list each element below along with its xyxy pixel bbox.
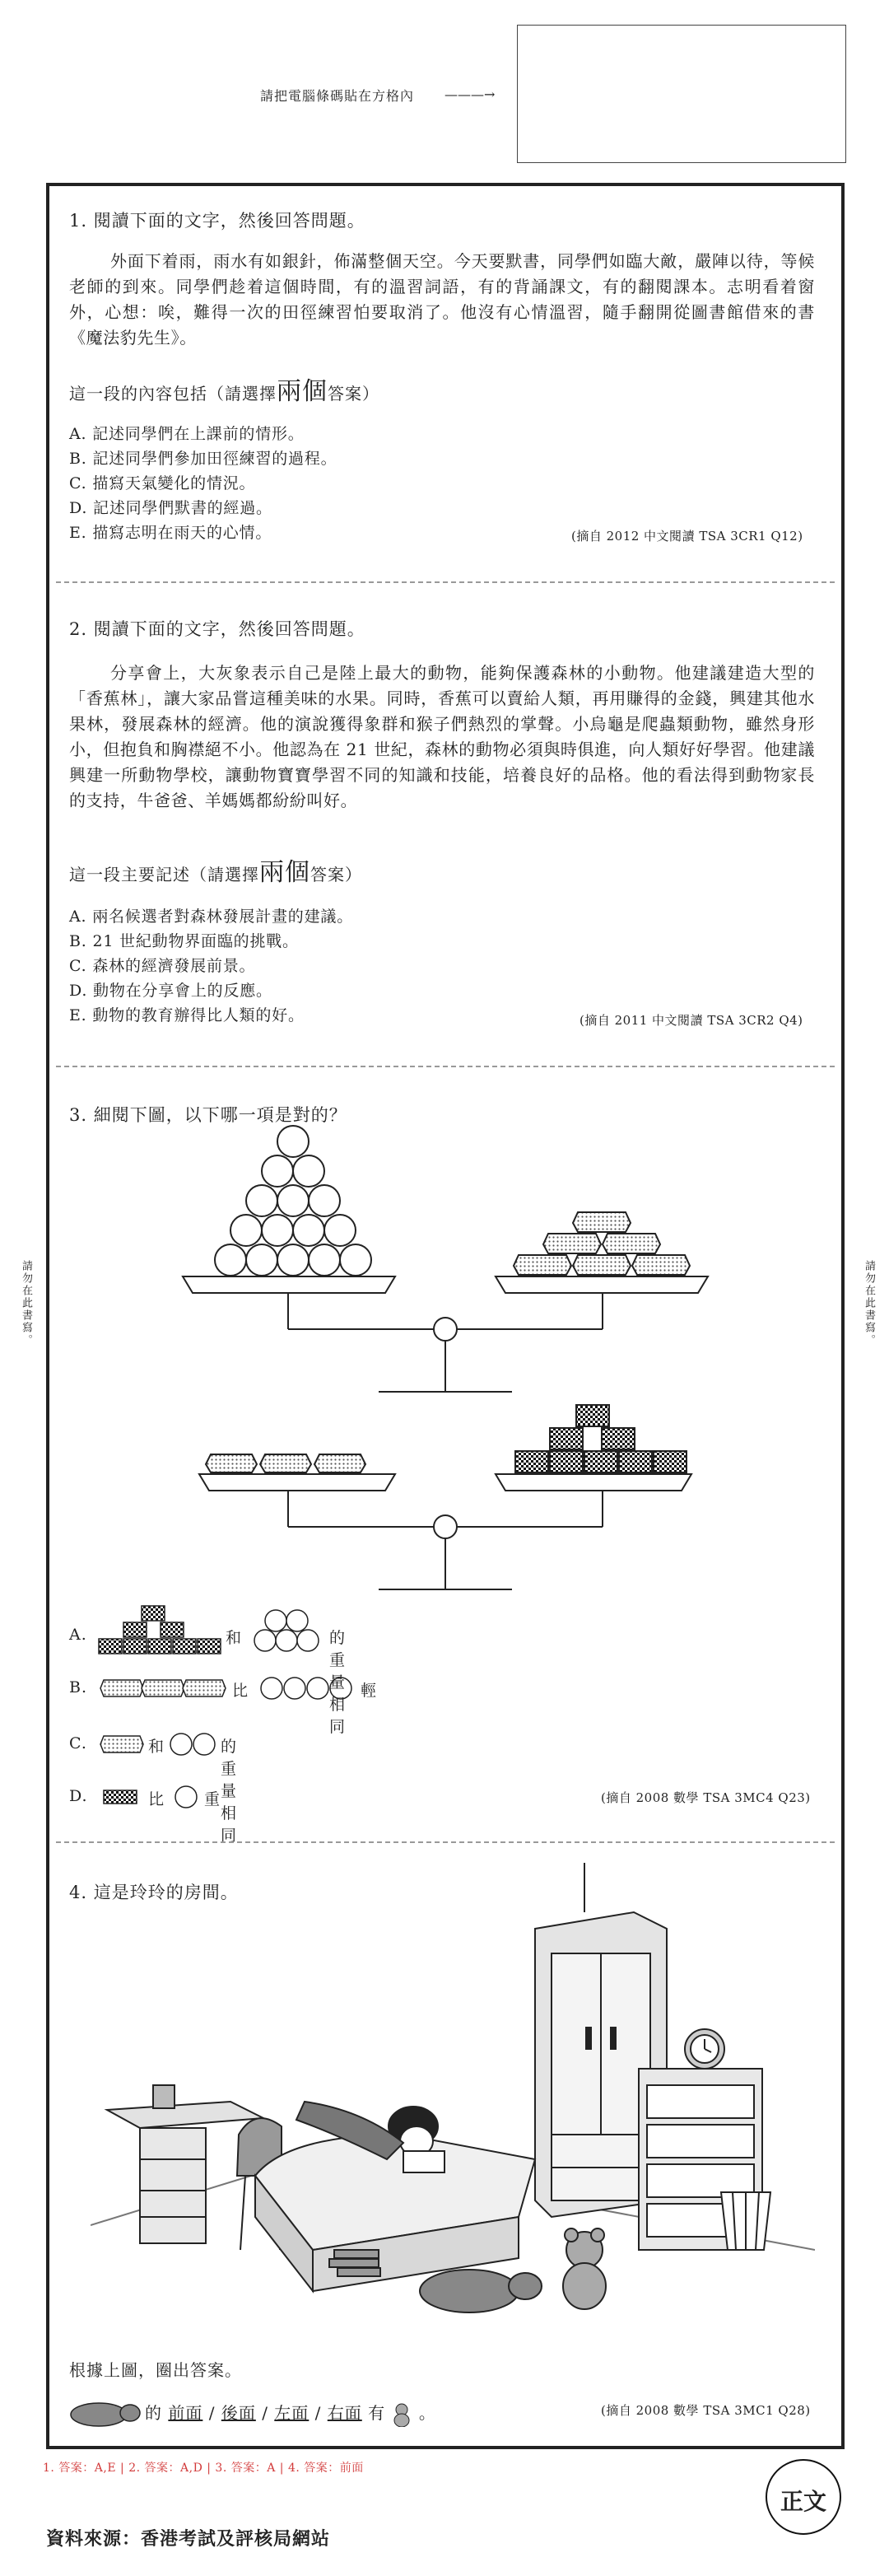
q3-option-b-label: B. <box>69 1678 88 1696</box>
q3-option-b[interactable] <box>69 1678 378 1700</box>
logo-text: 正文 <box>780 2488 826 2515</box>
q3-option-d-post: 重 <box>204 1790 221 1808</box>
side-note-right: 請勿在此書寫。 <box>863 1260 875 1346</box>
q3-option-a[interactable] <box>69 1626 347 1736</box>
divider-3 <box>56 1841 835 1843</box>
books-stack <box>329 2250 380 2276</box>
q2-title: 2. 閱讀下面的文字，然後回答問題。 <box>69 619 365 639</box>
q4-answer-end: 。 <box>418 2403 436 2423</box>
q2-choose-big: 兩個 <box>259 858 310 887</box>
q4-answer-line <box>145 2400 436 2427</box>
bed <box>255 2135 535 2291</box>
q3-option-d-label: D. <box>69 1787 88 1805</box>
q1-title: 1. 閱讀下面的文字，然後回答問題。 <box>69 211 365 231</box>
option-b-icons <box>100 1678 351 1699</box>
q3-option-c[interactable] <box>69 1734 238 1845</box>
q4-title: 4. 這是玲玲的房間。 <box>69 1883 239 1902</box>
barcode-instruction: 請把電腦條碼貼在方格內 <box>260 88 415 104</box>
q1-choose-post: 答案） <box>328 384 379 404</box>
q2-option-b[interactable]: B. 21 世紀動物界面臨的挑戰。 <box>69 932 299 950</box>
q1-option-d[interactable]: D. 記述同學們默書的經過。 <box>69 499 272 517</box>
wastebasket <box>721 2192 770 2250</box>
q1-option-b[interactable]: B. 記述同學們參加田徑練習的過程。 <box>69 450 337 468</box>
q2-option-a[interactable]: A. 兩名候選者對森林發展計畫的建議。 <box>69 908 354 926</box>
q2-source: (摘自 2011 中文閱讀 TSA 3CR2 Q4) <box>579 1013 803 1028</box>
q4-instruction: 根據上圖，圈出答案。 <box>69 2360 242 2380</box>
clock <box>685 2029 724 2069</box>
q3-title: 3. 細閱下圖，以下哪一項是對的？ <box>69 1105 347 1125</box>
q3-option-a-post: 的重量相同 <box>329 1629 347 1736</box>
q2-option-e[interactable]: E. 動物的教育辦得比人類的好。 <box>69 1006 305 1024</box>
q2-choose-post: 答案） <box>310 865 362 884</box>
q3-option-a-label: A. <box>69 1626 87 1644</box>
arrow-right-icon: ———→ <box>444 86 496 102</box>
option-a-icons <box>99 1606 319 1654</box>
dog-icon <box>66 2395 142 2431</box>
teddy-bear-icon <box>391 2402 412 2427</box>
q3-option-c-label: C. <box>69 1734 87 1752</box>
q1-choose-big: 兩個 <box>277 377 328 406</box>
q1-option-e[interactable]: E. 描寫志明在雨天的心情。 <box>69 524 272 542</box>
q4-answer-prefix: 的 <box>145 2403 162 2423</box>
q1-source: (摘自 2012 中文閱讀 TSA 3CR1 Q12) <box>571 529 803 544</box>
q1-choose-pre: 這一段的內容包括（請選擇 <box>69 384 277 404</box>
q4-slash-1: / <box>208 2403 216 2423</box>
q2-choose-pre: 這一段主要記述（請選擇 <box>69 865 259 884</box>
q4-slash-3: / <box>314 2403 322 2423</box>
q4-choice-left[interactable]: 左面 <box>274 2403 310 2423</box>
q2-passage: 分享會上，大灰象表示自己是陸上最大的動物，能夠保護森林的小動物。他建議建造大型的「香蕉林」，讓大家品嘗這種美味的水果。同時，香蕉可以賣給人類，再用賺得的金錢，興建其他水果林，發展森林的經濟。他的演說獲得象群和猴子們熱烈的掌聲。小烏龜是爬蟲類動物，雖然身形小，但抱負和胸襟絕不小。他認為在 21 世紀，森林的動物必須與時俱進，向人類好好學習。他建議興建一所動物學校，讓動物寶寶學習不同的知識和技能，培養良好的品格。他的看法得到動物家長的支持，牛爸爸、羊媽媽都紛紛叫好。 <box>69 663 815 810</box>
q2-option-c[interactable]: C. 森林的經濟發展前景。 <box>69 957 256 975</box>
q4-answer-mid: 有 <box>368 2403 386 2423</box>
q3-option-c-post: 的重量相同 <box>221 1738 238 1845</box>
q4-slash-2: / <box>262 2403 268 2423</box>
room-illustration <box>91 1863 815 2340</box>
teddy-bear <box>563 2228 606 2309</box>
q4-choice-front[interactable]: 前面 <box>168 2403 203 2423</box>
q1-option-c[interactable]: C. 描寫天氣變化的情況。 <box>69 474 256 492</box>
answer-key: 1. 答案：A,E | 2. 答案：A,D | 3. 答案：A | 4. 答案：前面 <box>43 2462 364 2475</box>
q4-choice-right[interactable]: 右面 <box>327 2403 362 2423</box>
scale-top <box>183 1126 708 1392</box>
q1-passage: 外面下着雨，雨水有如銀針，佈滿整個天空。今天要默書，同學們如臨大敵，嚴陣以待，等候老師的到來。同學們趁着這個時間，有的溫習詞語，有的背誦課文，有的翻閱課本。志明看着窗外，心想：唉，難得一次的田徑練習怕要取消了。他沒有心情溫習，隨手翻開從圖書館借來的書《魔法豹先生》。 <box>69 251 815 348</box>
q3-option-d[interactable] <box>69 1787 221 1808</box>
q4-source: (摘自 2008 數學 TSA 3MC1 Q28) <box>601 2403 811 2418</box>
q3-option-a-mid: 和 <box>226 1629 243 1647</box>
q4-choice-back[interactable]: 後面 <box>221 2403 256 2423</box>
footer-source: 資料來源：香港考試及評核局網站 <box>46 2529 331 2550</box>
side-note-left: 請勿在此書寫。 <box>20 1260 32 1346</box>
publisher-logo <box>766 2459 841 2535</box>
q1-option-a[interactable]: A. 記述同學們在上課前的情形。 <box>69 425 305 443</box>
q3-option-b-mid: 比 <box>232 1682 249 1700</box>
q2-option-d[interactable]: D. 動物在分享會上的反應。 <box>69 982 272 1000</box>
q3-source: (摘自 2008 數學 TSA 3MC4 Q23) <box>601 1790 811 1805</box>
scale-bottom <box>199 1405 691 1589</box>
q3-option-b-post: 輕 <box>361 1682 378 1700</box>
q3-option-d-mid: 比 <box>148 1790 165 1808</box>
dog <box>420 2270 542 2312</box>
q3-option-c-mid: 和 <box>148 1738 165 1756</box>
